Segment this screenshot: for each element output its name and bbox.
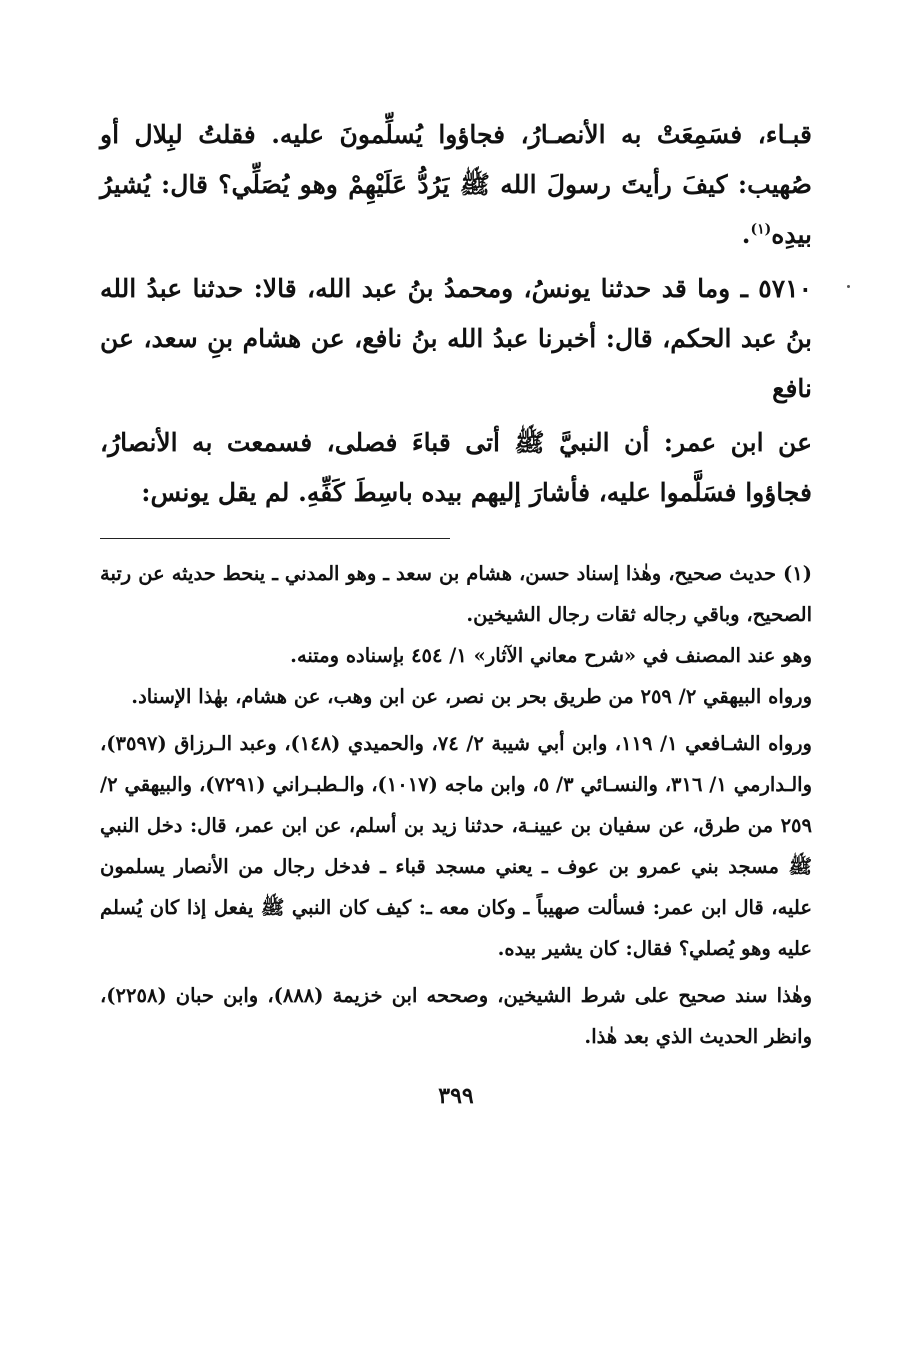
footnote-ref-1[interactable]: (١) — [750, 221, 772, 238]
book-page — [100, 110, 812, 1109]
footnote-1: (١) حديث صحيح، وهٰذا إسناد حسن، هشام بن سعد ـ وهو المدني ـ ينحط حديثه عن رتبة الصحيح، وباقي رجاله ثقات رجال الشيخين. — [100, 562, 812, 626]
paragraph-1 — [100, 110, 812, 260]
footnote-divider — [100, 538, 450, 539]
footnote-5: وهٰذا سند صحيح على شرط الشيخين، وصححه ابن خزيمة (٨٨٨)، وابن حبان (٢٢٥٨)، وانظر الحديث الذي بعد هٰذا. — [100, 984, 812, 1048]
hadith-5710-chain: ٥٧١٠ ـ وما قد حدثنا يونسُ، ومحمدُ بنُ عبد الله، قالا: حدثنا عبدُ الله بنُ عبد الحكم، قال: أخبرنا عبدُ الله بنُ نافع، عن هشام بنِ سعد، عن نافع — [100, 274, 812, 403]
footnotes — [100, 553, 812, 1057]
footnote-4: ورواه الشـافعي ١/ ١١٩، وابن أبي شيبة ٢/ ٧٤، والحميدي (١٤٨)، وعبد الـرزاق (٣٥٩٧)، والـدارمي ١/ ٣١٦، والنسـائي ٣/ ٥، وابن ماجه (١٠١٧)، والـطبـراني (٧٢٩١)، والبيهقي ٢/ ٢٥٩ من طرق، عن سفيان بن عيينـة، حدثنا زيد بن أسلم، عن ابن عمر، قال: دخل النبي ﷺ مسجد بني عمرو بن عوف ـ يعني مسجد قباء ـ فدخل رجال من الأنصار يسلمون عليه، قال ابن عمر: فسألت صهيباً ـ وكان معه ـ: كيف كان النبي ﷺ يفعل إذا كان يُسلم عليه وهو يُصلي؟ فقال: كان يشير بيده. — [100, 732, 813, 960]
footnote-3: ورواه البيهقي ٢/ ٢٥٩ من طريق بحر بن نصر، عن ابن وهب، عن هشام، بهٰذا الإسناد. — [131, 685, 812, 708]
margin-dot — [847, 285, 850, 288]
main-text — [100, 110, 812, 518]
hadith-5710-text: عن ابن عمر: أن النبيَّ ﷺ أتى قباءَ فصلى، فسمعت به الأنصارُ، فجاؤوا فسَلَّموا عليه، فأشارَ إليهم بيده باسِطَ كَفِّهِ. لم يقل يونس: — [100, 428, 812, 507]
paragraph-1-text: قبـاء، فسَمِعَتْ به الأنصـارُ، فجاؤوا يُسلِّمونَ عليه. فقلتُ لبِلال أو صُهيب: كيفَ رأيتَ رسولَ الله ﷺ يَرُدُّ عَلَيْهِمْ وهو يُصَلِّي؟ قال: يُشيرُ بيدِه — [100, 120, 812, 249]
page-number: ٣٩٩ — [438, 1083, 474, 1109]
footnote-2: وهو عند المصنف في «شرح معاني الآثار» ١/ ٤٥٤ بإسناده ومتنه. — [290, 644, 812, 667]
paragraph-1-end: . — [741, 220, 751, 249]
